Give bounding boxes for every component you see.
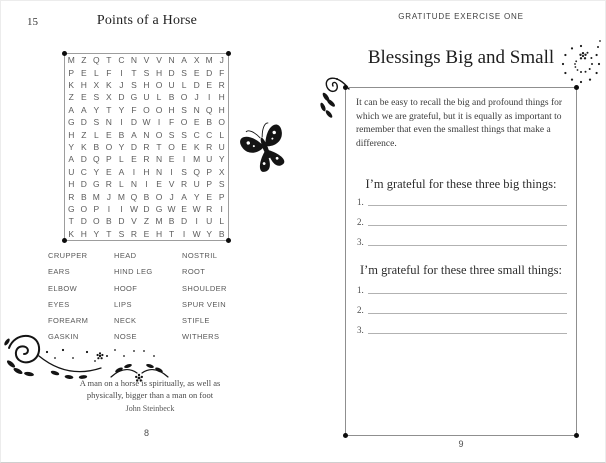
- grid-letter: W: [192, 203, 201, 214]
- grid-letter: A: [131, 129, 137, 140]
- exercise-intro: [356, 97, 570, 151]
- word-list-item: WITHERS: [182, 332, 220, 342]
- grid-letter: M: [92, 191, 100, 202]
- grid-letter: E: [193, 67, 200, 78]
- butterfly-ornament-icon: [238, 117, 292, 175]
- grid-letter: M: [67, 55, 75, 66]
- grid-letter: F: [131, 104, 137, 115]
- grid-letter: H: [218, 92, 225, 103]
- write-line-rule: [368, 245, 567, 246]
- grid-letter: M: [117, 191, 125, 202]
- grid-letter: V: [143, 55, 150, 66]
- intro-line: which we are grateful, but it is equally as important to: [356, 111, 562, 122]
- word-list-item: ROOT: [182, 267, 206, 277]
- word-list-item: NECK: [114, 316, 137, 326]
- grid-letter: U: [168, 79, 175, 90]
- left-page-number: 8: [143, 428, 149, 438]
- grid-letter: B: [106, 216, 112, 227]
- grid-letter: D: [181, 216, 188, 227]
- grid-letter: H: [68, 179, 75, 190]
- exercise-title: Blessings Big and Small: [367, 47, 555, 68]
- grid-letter: N: [155, 154, 163, 165]
- grid-letter: N: [105, 117, 112, 128]
- grid-letter: H: [155, 228, 163, 239]
- grid-letter: N: [130, 55, 138, 66]
- grid-letter: R: [143, 154, 150, 165]
- grid-letter: O: [218, 117, 226, 128]
- grid-letter: U: [218, 141, 225, 152]
- grid-letter: Q: [93, 55, 100, 66]
- grid-letter: O: [155, 191, 163, 202]
- grid-letter: D: [168, 67, 175, 78]
- grid-letter: S: [168, 129, 175, 140]
- word-list-item: GASKIN: [48, 332, 79, 342]
- grid-letter: E: [80, 67, 87, 78]
- word-list-item: LIPS: [114, 299, 132, 309]
- fill-in-line: [357, 277, 567, 297]
- quote-attribution: John Steinbeck: [125, 404, 175, 413]
- grid-letter: V: [156, 55, 162, 66]
- grid-letter: N: [168, 55, 175, 66]
- line-number: 1.: [357, 285, 364, 295]
- corner-dot: [574, 433, 579, 438]
- grid-letter: C: [80, 166, 87, 177]
- grid-letter: K: [80, 141, 87, 152]
- grid-letter: S: [93, 92, 100, 103]
- grid-letter: O: [105, 141, 113, 152]
- grid-letter: C: [118, 55, 125, 66]
- word-list-item: NOSTRIL: [182, 251, 218, 260]
- grid-letter: R: [143, 141, 150, 152]
- grid-letter: D: [80, 117, 87, 128]
- grid-letter: B: [168, 216, 175, 227]
- quote-line: physically, bigger than a man on foot: [86, 389, 214, 400]
- grid-letter: L: [219, 129, 225, 140]
- grid-letter: S: [118, 228, 125, 239]
- grid-letter: A: [118, 166, 125, 177]
- line-number: 1.: [357, 197, 364, 207]
- word-list-item: SHOULDER: [182, 283, 227, 293]
- grid-letter: D: [143, 203, 150, 214]
- quote-lines: [34, 378, 266, 401]
- line-number: 2.: [357, 305, 364, 315]
- grid-letter: K: [106, 79, 112, 90]
- grid-letter: N: [143, 129, 150, 140]
- grid-letter: O: [155, 129, 163, 140]
- grid-letter: H: [80, 79, 87, 90]
- grid-letter: I: [170, 166, 173, 177]
- grid-letter: S: [181, 129, 187, 140]
- big-things-lines: [357, 189, 567, 249]
- grid-letter: Q: [130, 191, 138, 202]
- grid-letter: Y: [118, 141, 125, 152]
- grid-letter: S: [93, 117, 100, 128]
- grid-letter: D: [118, 92, 125, 103]
- grid-letter: G: [67, 203, 75, 214]
- grid-letter: E: [156, 179, 162, 190]
- grid-letter: R: [218, 79, 225, 90]
- grid-letter: W: [167, 203, 176, 214]
- word-list-item: STIFLE: [182, 316, 210, 326]
- word-list-item: SPUR VEIN: [182, 299, 227, 309]
- grid-letter: O: [80, 203, 88, 214]
- write-line-rule: [368, 293, 567, 294]
- grid-letter: U: [68, 166, 75, 177]
- grid-letter: I: [195, 216, 198, 227]
- grid-letter: M: [193, 154, 201, 165]
- grid-letter: F: [219, 67, 225, 78]
- fill-in-line: [357, 317, 567, 337]
- grid-letter: P: [206, 179, 213, 190]
- grid-letter: C: [193, 129, 200, 140]
- line-number: 3.: [357, 237, 364, 247]
- grid-letter: D: [193, 79, 200, 90]
- word-search-grid: [64, 53, 229, 241]
- grid-letter: P: [218, 191, 225, 202]
- write-line-rule: [368, 313, 567, 314]
- grid-letter: B: [143, 191, 150, 202]
- grid-letter: J: [106, 191, 111, 202]
- grid-letter: T: [106, 228, 112, 239]
- grid-letter: R: [105, 179, 112, 190]
- grid-letter: X: [93, 79, 100, 90]
- grid-letter: I: [182, 154, 186, 165]
- grid-letters: [65, 54, 228, 240]
- grid-letter: H: [218, 104, 225, 115]
- grid-letter: E: [181, 203, 187, 214]
- grid-letter: U: [193, 179, 200, 190]
- grid-letter: A: [181, 55, 187, 66]
- grid-letter: L: [93, 129, 99, 140]
- grid-letter: R: [181, 179, 188, 190]
- grid-letter: Y: [93, 104, 100, 115]
- grid-letter: L: [119, 154, 124, 165]
- word-list-column-3: [182, 251, 227, 349]
- grid-letter: X: [218, 166, 225, 177]
- write-line-rule: [368, 225, 567, 226]
- grid-letter: O: [93, 216, 100, 227]
- grid-letter: K: [68, 79, 75, 90]
- fill-in-line: [357, 297, 567, 317]
- grid-letter: L: [181, 79, 187, 90]
- grid-letter: I: [157, 117, 161, 128]
- grid-letter: E: [206, 191, 213, 202]
- grid-letter: O: [180, 117, 188, 128]
- grid-letter: N: [155, 166, 163, 177]
- grid-letter: O: [168, 141, 175, 152]
- grid-letter: T: [106, 55, 112, 66]
- grid-letter: G: [67, 117, 75, 128]
- grid-letter: W: [142, 117, 151, 128]
- grid-letter: S: [218, 179, 225, 190]
- grid-letter: J: [119, 79, 124, 90]
- grid-letter: K: [68, 228, 75, 239]
- grid-letter: D: [130, 117, 138, 128]
- grid-letter: D: [80, 154, 87, 165]
- grid-letter: Z: [143, 216, 150, 227]
- grid-letter: R: [68, 191, 75, 202]
- grid-letter: J: [169, 191, 174, 202]
- puzzle-number: 15: [27, 16, 38, 28]
- grid-letter: S: [181, 67, 187, 78]
- grid-letter: L: [119, 179, 124, 190]
- grid-letter: R: [206, 203, 213, 214]
- grid-letter: W: [129, 203, 138, 214]
- grid-letter: Y: [206, 228, 213, 239]
- intro-line: remember that even the smallest things that make a: [356, 125, 551, 135]
- grid-letter: M: [155, 216, 163, 227]
- grid-letter: B: [80, 191, 87, 202]
- grid-letter: I: [120, 117, 123, 128]
- grid-letter: I: [208, 92, 211, 103]
- grid-letter: E: [143, 228, 150, 239]
- corner-dot: [574, 85, 579, 90]
- fill-in-line: [357, 229, 567, 249]
- grid-letter: E: [131, 154, 137, 165]
- grid-letter: Y: [93, 166, 100, 177]
- grid-letter: T: [156, 141, 162, 152]
- grid-letter: V: [131, 216, 137, 227]
- grid-letter: R: [206, 141, 213, 152]
- grid-letter: S: [131, 79, 137, 90]
- grid-letter: D: [118, 216, 125, 227]
- grid-letter: Q: [193, 166, 200, 177]
- right-page-number: 9: [458, 439, 464, 449]
- grid-letter: Y: [218, 154, 225, 165]
- grid-letter: M: [205, 55, 213, 66]
- grid-letter: N: [130, 179, 138, 190]
- grid-letter: E: [206, 79, 213, 90]
- grid-letter: P: [206, 166, 213, 177]
- small-things-lines: [357, 277, 567, 337]
- corner-dot: [343, 85, 348, 90]
- write-line-rule: [368, 205, 567, 206]
- grid-letter: B: [218, 228, 225, 239]
- grid-letter: B: [168, 92, 175, 103]
- grid-letter: E: [168, 154, 175, 165]
- grid-letter: P: [93, 203, 100, 214]
- grid-letter: C: [206, 129, 213, 140]
- grid-letter: I: [132, 166, 136, 177]
- grid-letter: H: [143, 79, 150, 90]
- exercise-header: GRATITUDE EXERCISE ONE: [398, 12, 524, 21]
- grid-letter: O: [143, 104, 150, 115]
- grid-letter: A: [68, 104, 75, 115]
- grid-letter: S: [181, 166, 187, 177]
- grid-letter: O: [155, 104, 163, 115]
- grid-letter: H: [80, 228, 87, 239]
- big-things-prompt: I’m grateful for these three big things:: [365, 177, 557, 191]
- grid-letter: Y: [193, 191, 200, 202]
- grid-letter: I: [120, 203, 123, 214]
- grid-letter: H: [68, 129, 75, 140]
- small-things-prompt: I’m grateful for these three small things:: [359, 263, 563, 277]
- grid-letter: Y: [68, 141, 75, 152]
- fill-in-line: [357, 209, 567, 229]
- grid-letter: L: [219, 216, 225, 227]
- grid-letter: U: [143, 92, 150, 103]
- grid-letter: I: [220, 203, 223, 214]
- intro-line: difference.: [356, 138, 397, 149]
- word-list-item: NOSE: [114, 332, 137, 342]
- grid-letter: J: [194, 92, 199, 103]
- line-number: 2.: [357, 217, 364, 227]
- word-list-item: HOOF: [114, 283, 138, 293]
- grid-letter: Z: [68, 92, 74, 103]
- grid-letter: Q: [93, 154, 100, 165]
- grid-letter: E: [106, 166, 112, 177]
- grid-letter: D: [80, 179, 87, 190]
- intro-line: It can be easy to recall the big and profound things for: [356, 98, 563, 108]
- write-line-rule: [368, 333, 567, 334]
- grid-letter: D: [130, 141, 138, 152]
- grid-letter: P: [106, 154, 112, 165]
- grid-letter: N: [193, 104, 200, 115]
- grid-letter: T: [106, 104, 112, 115]
- word-list-item: HEAD: [114, 251, 137, 260]
- grid-letter: Z: [81, 55, 87, 66]
- grid-letter: A: [181, 191, 187, 202]
- grid-letter: V: [168, 179, 175, 190]
- grid-letter: O: [155, 79, 163, 90]
- grid-letter: X: [193, 55, 200, 66]
- grid-letter: H: [155, 67, 163, 78]
- quote-block: [34, 378, 266, 413]
- word-list-item: FOREARM: [48, 316, 89, 326]
- grid-letter: G: [93, 179, 100, 190]
- fill-in-line: [357, 189, 567, 209]
- grid-letter: W: [192, 228, 201, 239]
- grid-letter: F: [168, 117, 175, 128]
- grid-letter: S: [181, 104, 187, 115]
- grid-letter: G: [155, 203, 163, 214]
- grid-letter: F: [106, 67, 112, 78]
- grid-letter: D: [206, 67, 213, 78]
- quote-line: A man on a horse is spiritually, as well as: [79, 378, 221, 388]
- grid-letter: I: [120, 67, 123, 78]
- grid-letter: H: [143, 166, 150, 177]
- grid-letter: Z: [81, 129, 87, 140]
- grid-letter: A: [80, 104, 87, 115]
- word-list-item: HIND LEG: [114, 267, 153, 277]
- word-list-item: ELBOW: [48, 283, 78, 293]
- grid-letter: J: [219, 55, 224, 66]
- grid-letter: I: [145, 179, 148, 190]
- grid-letter: I: [182, 228, 186, 239]
- grid-letter: U: [206, 154, 213, 165]
- grid-letter: Q: [205, 104, 213, 115]
- grid-letter: X: [106, 92, 112, 103]
- grid-letter: I: [107, 203, 111, 214]
- grid-letter: D: [80, 216, 87, 227]
- grid-letter: O: [180, 92, 188, 103]
- word-list-item: CRUPPER: [48, 251, 88, 260]
- grid-letter: B: [93, 141, 100, 152]
- grid-letter: U: [206, 216, 213, 227]
- grid-letter: T: [68, 216, 74, 227]
- grid-letter: P: [68, 67, 75, 78]
- grid-letter: L: [156, 92, 162, 103]
- grid-letter: Y: [93, 228, 100, 239]
- line-number: 3.: [357, 325, 364, 335]
- grid-letter: E: [80, 92, 87, 103]
- grid-letter: E: [193, 117, 200, 128]
- grid-letter: Y: [118, 104, 125, 115]
- grid-letter: L: [93, 67, 99, 78]
- grid-letter: E: [106, 129, 112, 140]
- grid-letter: G: [130, 92, 138, 103]
- dotted-spiral-ornament-icon: [557, 37, 601, 85]
- grid-letter: B: [118, 129, 125, 140]
- grid-letter: A: [68, 154, 75, 165]
- grid-letter: R: [130, 228, 138, 239]
- puzzle-title: Points of a Horse: [96, 13, 198, 28]
- grid-letter: B: [206, 117, 213, 128]
- grid-letter: K: [193, 141, 200, 152]
- grid-letter: E: [181, 141, 187, 152]
- grid-letter: T: [131, 67, 137, 78]
- word-list-item: EYES: [48, 299, 70, 309]
- word-list-item: EARS: [48, 267, 71, 277]
- grid-letter: H: [168, 104, 175, 115]
- grid-letter: T: [168, 228, 175, 239]
- grid-letter: S: [143, 67, 150, 78]
- corner-dot: [343, 433, 348, 438]
